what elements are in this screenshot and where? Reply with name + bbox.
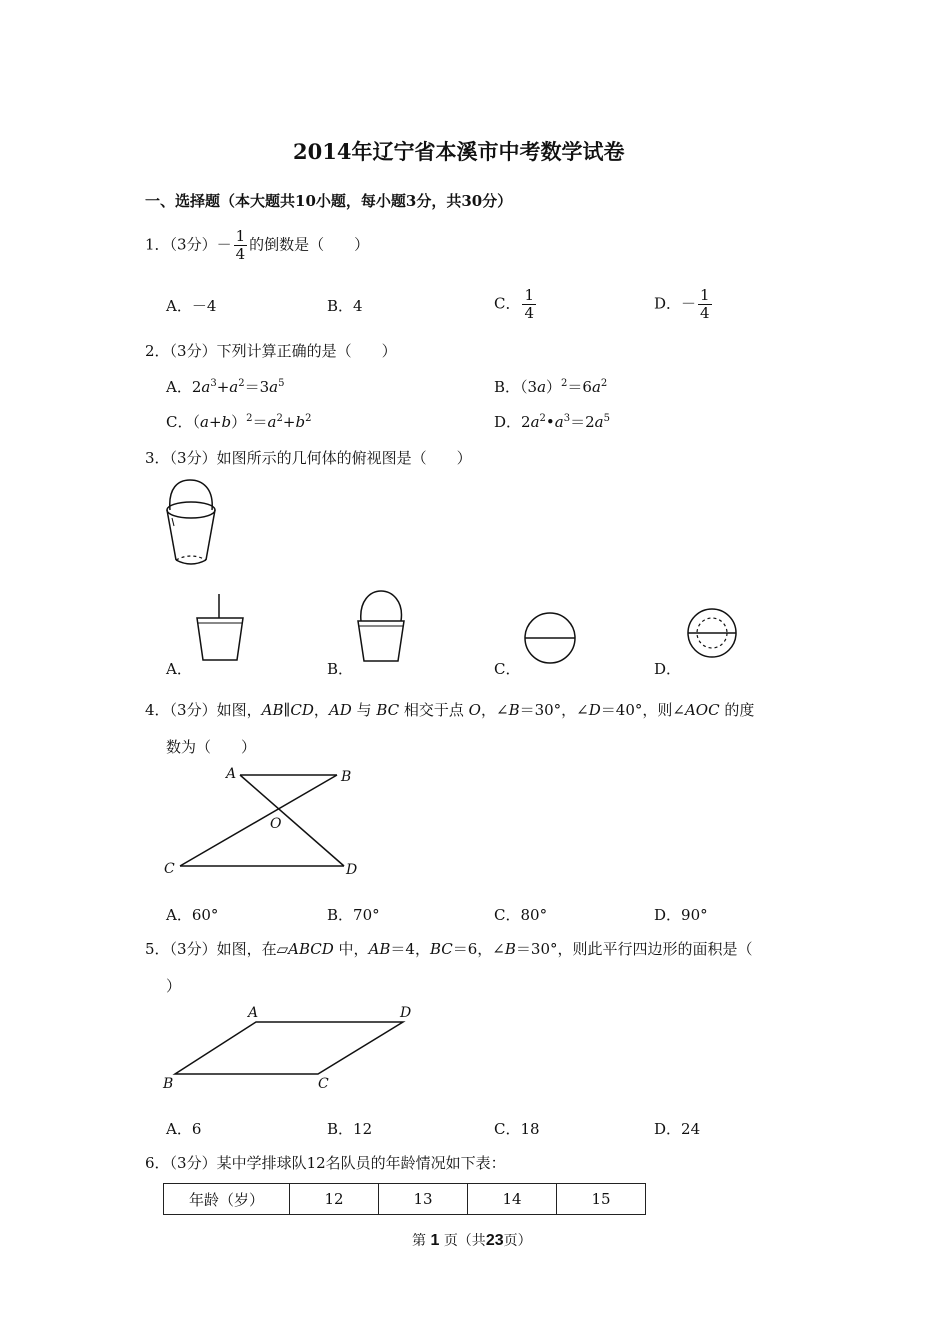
question-5-line2: ） (166, 977, 182, 995)
fraction: $\frac{1}{4}$ (700, 286, 710, 322)
question-text: 如图所示的几何体的俯视图是（ ） (216, 449, 472, 467)
option-a: A． (166, 660, 192, 678)
label-C: C (164, 861, 175, 877)
section-heading: 一、选择题（本大题共10小题，每小题3分，共30分） (145, 192, 513, 210)
option-c: C．18 (494, 1120, 540, 1138)
option-b-figure (352, 589, 412, 665)
option-b: B．12 (327, 1120, 373, 1138)
bucket-figure (160, 478, 230, 570)
table-cell: 12 (290, 1184, 379, 1215)
page-total: 23 (485, 1232, 504, 1249)
label-A: A (226, 766, 237, 782)
option-a: A．60° (166, 906, 219, 924)
page-title: 2014年辽宁省本溪市中考数学试卷 (293, 139, 625, 164)
q4-figure (160, 762, 370, 882)
label-D: D (400, 1005, 412, 1021)
option-c: C． $\frac{1}{4}$ (494, 286, 535, 322)
option-d: D．－ $\frac{1}{4}$ (654, 286, 710, 322)
option-c-figure (522, 612, 582, 668)
option-c: C．80° (494, 906, 548, 924)
option-a-figure (192, 592, 252, 664)
option-d: D．24 (654, 1120, 701, 1138)
table-row (164, 1184, 646, 1215)
option-d: D．$2a^2•a^3=2a^5$ (494, 413, 610, 431)
label-B: B (163, 1076, 174, 1092)
question-4-line2: 数为（ ） (166, 738, 257, 756)
question-text: 某中学排球队12名队员的年龄情况如下表： (216, 1154, 506, 1172)
option-b: B． (327, 660, 354, 678)
question-text: 的倒数是（ ） (249, 235, 370, 254)
age-table (163, 1183, 646, 1215)
question-3: 3．（3分）如图所示的几何体的俯视图是（ ） (145, 449, 472, 467)
option-a: A．－4 (166, 297, 217, 315)
question-1: 1．（3分）－ $\frac{1}{4}$ 的倒数是（ ） (145, 227, 370, 263)
option-b: B．4 (327, 297, 363, 315)
option-c: C． (494, 660, 521, 678)
table-cell: 13 (379, 1184, 468, 1215)
option-a: A．6 (166, 1120, 202, 1138)
option-d-figure (685, 608, 745, 664)
option-b: B．$(3a)^2=6a^2$ (494, 378, 608, 396)
question-number: 1． (145, 235, 170, 254)
question-5: 5．（3分）如图，在▱ABCD 中，AB＝4，BC＝6，∠B＝30°，则此平行四边形的面积是（ (145, 940, 753, 958)
table-cell: 15 (557, 1184, 646, 1215)
q5-figure (160, 1002, 420, 1092)
option-d: D． (654, 660, 682, 678)
fraction: $\frac{1}{4}$ (524, 286, 535, 322)
page-number: 1 (430, 1232, 440, 1249)
label-O: O (270, 816, 282, 832)
fraction: $\frac{1}{4}$ (235, 227, 246, 263)
label-A: A (248, 1005, 259, 1021)
label-C: C (318, 1076, 329, 1092)
label-B: B (341, 769, 352, 785)
option-d: D．90° (654, 906, 708, 924)
table-cell: 14 (468, 1184, 557, 1215)
label-D: D (346, 862, 358, 878)
option-c: C．$(a+b)^2=a^2+b^2$ (166, 413, 312, 431)
question-4: 4．（3分）如图，AB∥CD，AD 与 BC 相交于点 O，∠B＝30°，∠D＝40°，则∠AOC 的度 (145, 701, 755, 719)
option-b: B．70° (327, 906, 380, 924)
option-a: A．$2a^3+a^2=3a^5$ (166, 378, 285, 396)
question-6: 6．（3分）某中学排球队12名队员的年龄情况如下表： (145, 1154, 506, 1172)
table-header-cell: 年龄（岁） (164, 1184, 290, 1215)
question-2: 2．（3分）下列计算正确的是（ ） (145, 342, 397, 360)
page-footer: 第 1 页（共23页） (412, 1232, 532, 1249)
question-text: 下列计算正确的是（ ） (216, 342, 397, 360)
question-score: （3分） (169, 235, 217, 254)
